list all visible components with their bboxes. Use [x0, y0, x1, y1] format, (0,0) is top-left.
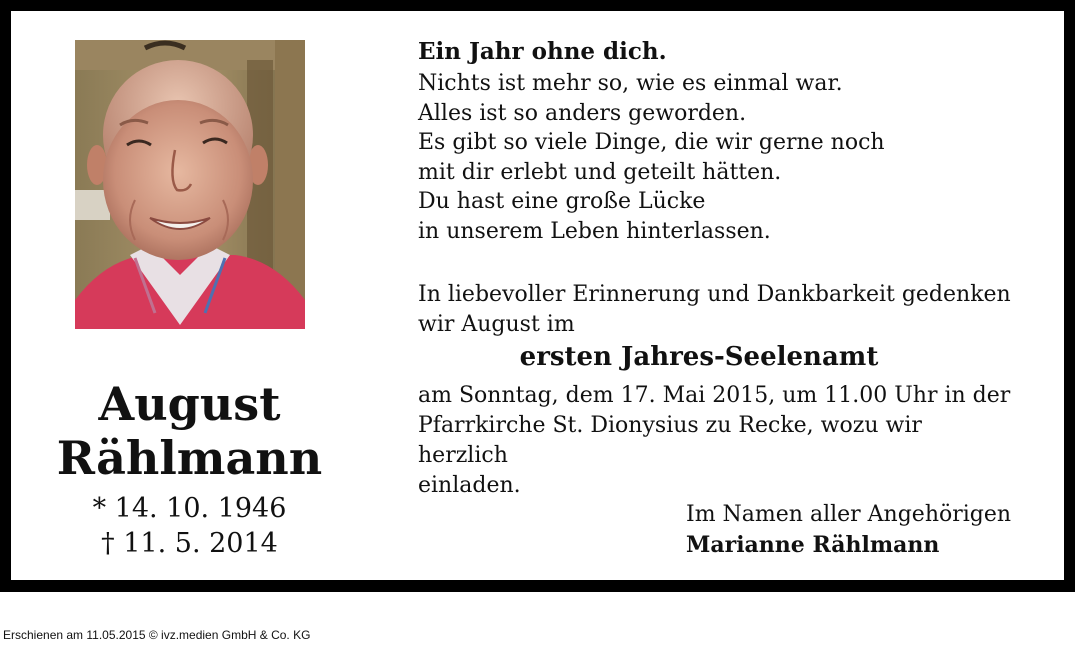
death-date: † 11. 5. 2014 [101, 528, 278, 559]
service-details-line: am Sonntag, dem 17. Mai 2015, um 11.00 Uhr in der [418, 383, 1011, 408]
portrait-photo [75, 40, 305, 329]
memorial-poem [418, 37, 1038, 246]
memorial-service-title: ersten Jahres-Seelenamt [519, 342, 879, 372]
publication-footer: Erschienen am 11.05.2015 © ivz.medien GmbH & Co. KG [3, 628, 311, 642]
poem-line: in unserem Leben hinterlassen. [418, 218, 771, 244]
obituary-card [11, 11, 1064, 580]
poem-line: mit dir erlebt und geteilt hätten. [418, 159, 782, 185]
birth-date: * 14. 10. 1946 [92, 493, 287, 524]
signature-name: Marianne Rählmann [686, 532, 940, 558]
poem-line: Alles ist so anders geworden. [418, 100, 747, 126]
poem-line: Es gibt so viele Dinge, die wir gerne noch [418, 130, 885, 155]
deceased-first-name: August [98, 377, 281, 431]
signature-line: Im Namen aller Angehörigen [686, 502, 1012, 527]
invitation-intro-line: In liebevoller Erinnerung und Dankbarkeit gedenken [418, 282, 1011, 307]
invitation-intro [418, 280, 1018, 340]
service-details-line: einladen. [418, 473, 521, 498]
service-details [418, 381, 1018, 501]
poem-title: Ein Jahr ohne dich. [418, 38, 667, 65]
signature-block [686, 499, 1011, 561]
service-details-line: Pfarrkirche St. Dionysius zu Recke, wozu wir herzlich [418, 413, 922, 468]
deceased-last-name: Rählmann [56, 431, 323, 485]
invitation-intro-line: wir August im [418, 312, 575, 337]
poem-line: Du hast eine große Lücke [418, 189, 706, 214]
poem-line: Nichts ist mehr so, wie es einmal war. [418, 71, 843, 96]
